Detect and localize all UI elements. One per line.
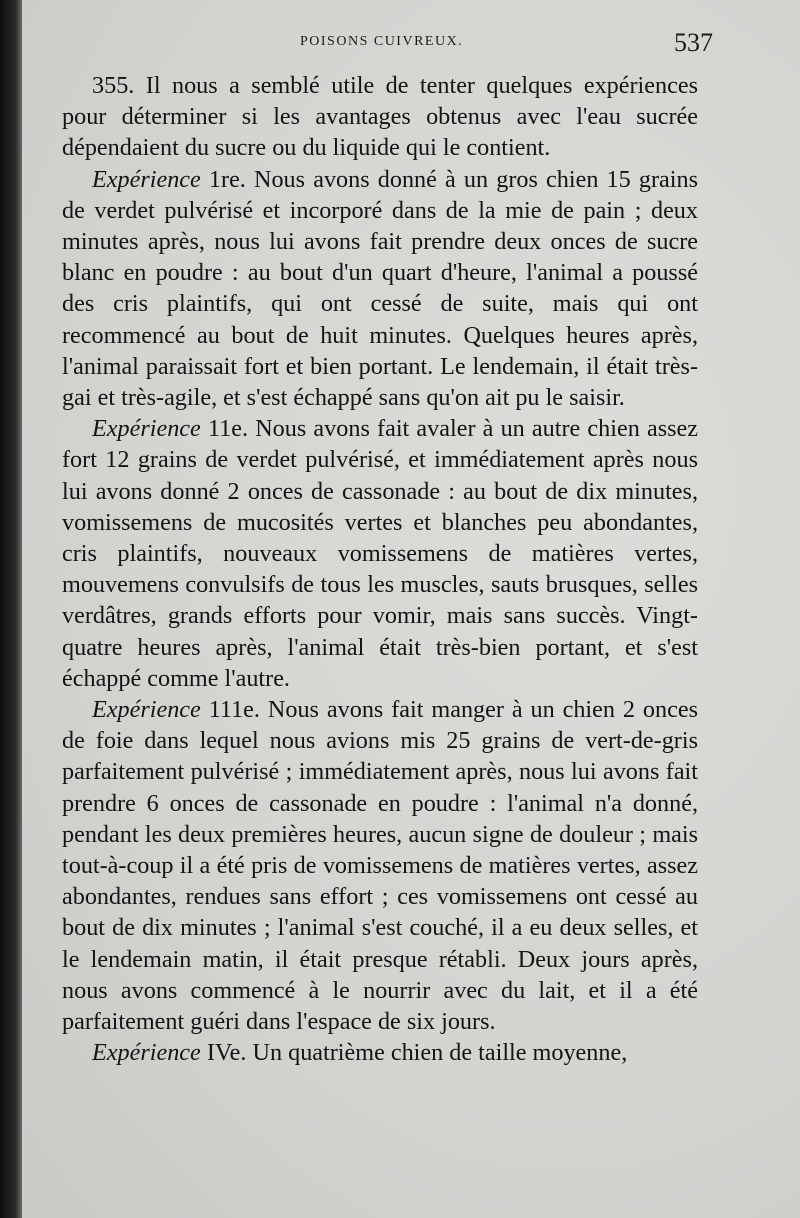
section-number: 355.: [92, 72, 135, 99]
running-head: POISONS CUIVREUX.: [300, 34, 464, 49]
body-text: [62, 70, 698, 1069]
paragraph-experience-2: [62, 413, 698, 694]
experience-ordinal: 1re.: [200, 165, 246, 193]
experience-label: Expérience: [92, 696, 201, 724]
paragraph-text: Un quatrième chien de taille moyenne,: [246, 1039, 628, 1067]
paragraph-experience-1: [62, 164, 698, 414]
paragraph-experience-3: [62, 694, 698, 1037]
experience-ordinal: 111e.: [200, 696, 260, 724]
experience-label: Expérience: [92, 165, 201, 193]
page-number: 537: [674, 28, 713, 57]
paragraph-text: Nous avons donné à un gros chien 15 grains de verdet pulvérisé et incorporé dans de la mie de pain ; deux minutes après, nous lui avons fait prendre deux onces de sucre blanc en poudre : au bout d'un quart d'heure, l'animal a poussé des cris plaintifs, qui ont cessé de suite, mais qui ont recommencé au bout de huit minutes. Quelques heures après, l'animal paraissait fort et bien portant. Le lendemain, il était très-gai et très-agile, et s'est échappé sans qu'on ait pu le saisir.: [62, 165, 698, 412]
experience-ordinal: 11e.: [200, 415, 249, 443]
experience-label: Expérience: [92, 415, 201, 443]
experience-ordinal: IVe.: [200, 1039, 247, 1067]
paragraph-355: [62, 70, 698, 164]
paragraph-text: Nous avons fait avaler à un autre chien assez fort 12 grains de verdet pulvérisé, et immédiatement après nous lui avons donné 2 onces de cassonade : au bout de dix minutes, vomissemens de mucosités vertes et blanches peu abondantes, cris plaintifs, nouveaux vomissemens de matières vertes, mouvemens convulsifs de tous les muscles, sauts brusques, selles verdâtres, grands efforts pour vomir, mais sans succès. Vingt-quatre heures après, l'animal était très-bien portant, et s'est échappé comme l'autre.: [62, 415, 698, 692]
paragraph-text: Il nous a semblé utile de tenter quelques expériences pour déterminer si les avantages obtenus avec l'eau sucrée dépendaient du sucre ou du liquide qui le contient.: [62, 72, 698, 162]
experience-label: Expérience: [92, 1039, 201, 1067]
paragraph-experience-4: [62, 1037, 698, 1068]
scan-edge-shadow: [0, 0, 22, 1218]
paragraph-text: Nous avons fait manger à un chien 2 onces de foie dans lequel nous avions mis 25 grains de vert-de-gris parfaitement pulvérisé ; immédiatement après, nous lui avons fait prendre 6 onces de cassonade en poudre : l'animal n'a donné, pendant les deux premières heures, aucun signe de douleur ; mais tout-à-coup il a été pris de vomissemens de matières vertes, assez abondantes, rendues sans effort ; ces vomissemens ont cessé au bout de dix minutes ; l'animal s'est couché, il a eu deux selles, et le lendemain matin, il était presque rétabli. Deux jours après, nous avons commencé à le nourrir avec du lait, et il a été parfaitement guéri dans l'espace de six jours.: [62, 696, 698, 1036]
